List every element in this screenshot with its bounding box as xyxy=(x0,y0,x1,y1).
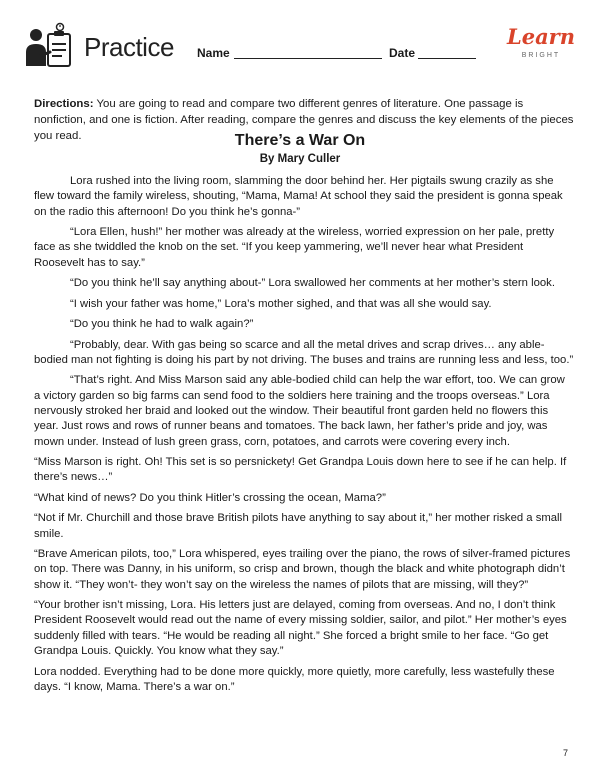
page-number: 7 xyxy=(563,748,569,758)
student-worksheet-icon xyxy=(24,22,76,68)
story-paragraph: “That’s right. And Miss Marson said any able-bodied child can help the war effort, too. We can grow a victory garden so big farms can send food to the soldiers here training and the troops overseas.” Lora nervously stroked her braid and looked out the window. Their beautiful front garden held no flowers this year. Just rows and rows of runner beans and tomatoes. The back lawn, her father’s pride and joy, was mown under. Instead of lush green grass, corn, potatoes, and carrots were covering every inch. xyxy=(34,374,565,448)
name-label: Name xyxy=(197,46,230,60)
story-paragraph: “Probably, dear. With gas being so scarce and all the metal drives and scrap drives… any able-bodied man not fighting is doing his part by not driving. The buses and trains are running less and less, too.” xyxy=(34,338,574,366)
story-paragraph: “Miss Marson is right. Oh! This set is so persnickety! Get Grandpa Louis down here to see if he can help. If there’s news…” xyxy=(34,456,567,484)
story-paragraph: “Do you think he had to walk again?” xyxy=(70,318,254,331)
name-field[interactable] xyxy=(234,58,382,59)
story-title: There’s a War On xyxy=(234,132,366,149)
story-body xyxy=(34,174,574,700)
learn-bright-logo xyxy=(504,24,578,66)
story-paragraph: “Not if Mr. Churchill and those brave British pilots have anything to say about it,” her mother risked a small smile. xyxy=(34,512,563,540)
practice-heading: Practice xyxy=(84,32,174,62)
logo-wordmark: Learn xyxy=(506,24,576,49)
story-paragraph: “Brave American pilots, too,” Lora whispered, eyes trailing over the piano, the rows of silver-framed pictures on top. There was Danny, in his uniform, so crisp and brown, though the black and white photograph didn’t show it. “They won’t- they won’t say on the wireless the names of pilots that are missing, will they?” xyxy=(34,548,571,591)
worksheet-header xyxy=(22,22,578,70)
story-paragraph: “Do you think he’ll say anything about-” Lora swallowed her comments at her mother’s stern look. xyxy=(70,277,555,290)
logo-subtitle: BRIGHT xyxy=(521,52,561,59)
story-byline: By Mary Culler xyxy=(259,153,341,165)
story-paragraph: “Your brother isn’t missing, Lora. His letters just are delayed, coming from overseas. And no, I don’t think President Roosevelt would read out the name of every missing soldier, sailor, and pilot.” Her mother’s eyes suddenly filled with tears. “He would be reading all night.” She forced a bright smile to her face. “Go get Grandpa Louis. Quickly. You know what they say.” xyxy=(34,599,567,658)
story-paragraph: Lora nodded. Everything had to be done more quickly, more quietly, more carefully, less wastefully these days. “I know, Mama. There’s a war on.” xyxy=(34,665,555,693)
story-paragraph: “What kind of news? Do you think Hitler’s crossing the ocean, Mama?” xyxy=(34,491,386,504)
story-paragraph: “I wish your father was home,” Lora’s mother sighed, and that was all she would say. xyxy=(70,297,492,310)
story-paragraph: Lora rushed into the living room, slamming the door behind her. Her pigtails swung crazily as she flew toward the family wireless, shouting, “Mama, Mama! At school they said the president is gonna speak on the radio this afternoon! Do you think he’s gonna-” xyxy=(34,175,563,218)
date-label: Date xyxy=(389,46,416,60)
story-paragraph: “Lora Ellen, hush!” her mother was already at the wireless, worried expression on her pale, pretty face as she twiddled the knob on the set. “If you keep yammering, we’ll never hear what President Roosevelt has to say.” xyxy=(34,226,555,269)
directions-text: You are going to read and compare two different genres of literature. One passage is nonfiction, and one is fiction. After reading, compare the genres and discuss the key elements of the pieces you read. xyxy=(34,98,574,142)
directions-label: Directions: xyxy=(34,98,94,110)
date-field[interactable] xyxy=(418,58,476,59)
